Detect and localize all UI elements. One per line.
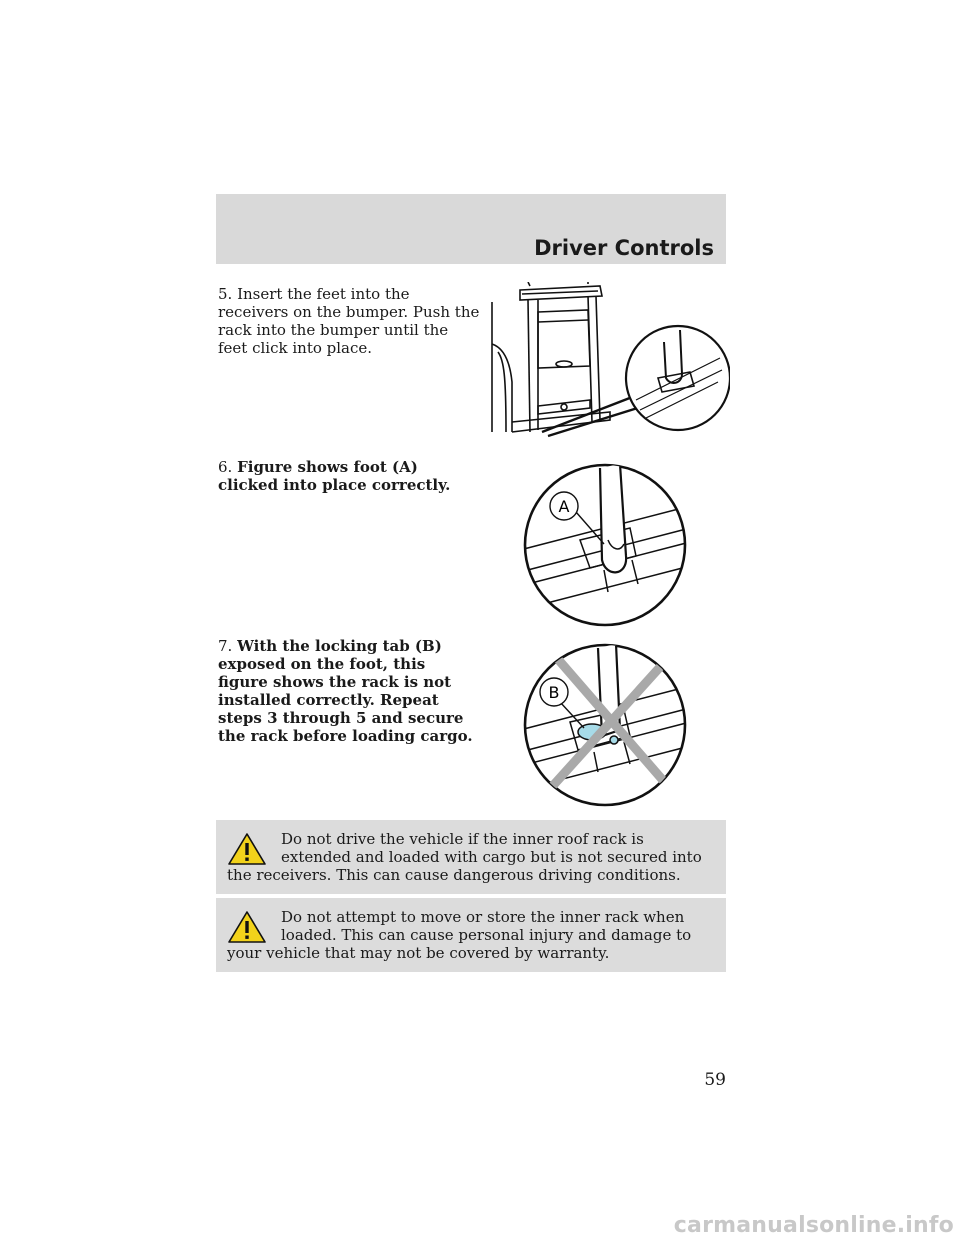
page-number: 59 bbox=[704, 1070, 726, 1090]
step-7 bbox=[218, 637, 480, 745]
watermark: carmanualsonline.info bbox=[673, 1213, 954, 1238]
warning-triangle-icon bbox=[227, 832, 267, 866]
step-text: Figure shows foot (A) clicked into place correctly. bbox=[218, 458, 451, 494]
callout-a: A bbox=[558, 497, 570, 516]
warning-text: Do not drive the vehicle if the inner roof rack is extended and loaded with cargo but is not secured into the receivers. This can cause dangerous driving conditions. bbox=[227, 830, 702, 884]
step-number: 6. bbox=[218, 458, 233, 476]
warning-text: Do not attempt to move or store the inner rack when loaded. This can cause personal injury and damage to your vehicle that may not be covered by warranty. bbox=[227, 908, 692, 962]
step-text: With the locking tab (B) exposed on the foot, this figure shows the rack is not installed correctly. Repeat steps 3 through 5 and secure the rack before loading cargo. bbox=[218, 637, 473, 745]
step-5 bbox=[218, 285, 480, 357]
foot-correct-illustration bbox=[520, 460, 690, 630]
warning-box-2 bbox=[216, 898, 726, 972]
warning-box-1 bbox=[216, 820, 726, 894]
section-title: Driver Controls bbox=[534, 236, 714, 260]
foot-incorrect-illustration bbox=[520, 640, 690, 810]
step-text: Insert the feet into the receivers on the bumper. Push the rack into the bumper until the feet click into place. bbox=[218, 285, 480, 357]
warning-triangle-icon bbox=[227, 910, 267, 944]
section-header-band bbox=[216, 194, 726, 264]
step-number: 5. bbox=[218, 285, 233, 303]
callout-b: B bbox=[548, 683, 560, 702]
step-6 bbox=[218, 458, 480, 494]
step-number: 7. bbox=[218, 637, 233, 655]
rack-install-illustration bbox=[490, 282, 730, 442]
